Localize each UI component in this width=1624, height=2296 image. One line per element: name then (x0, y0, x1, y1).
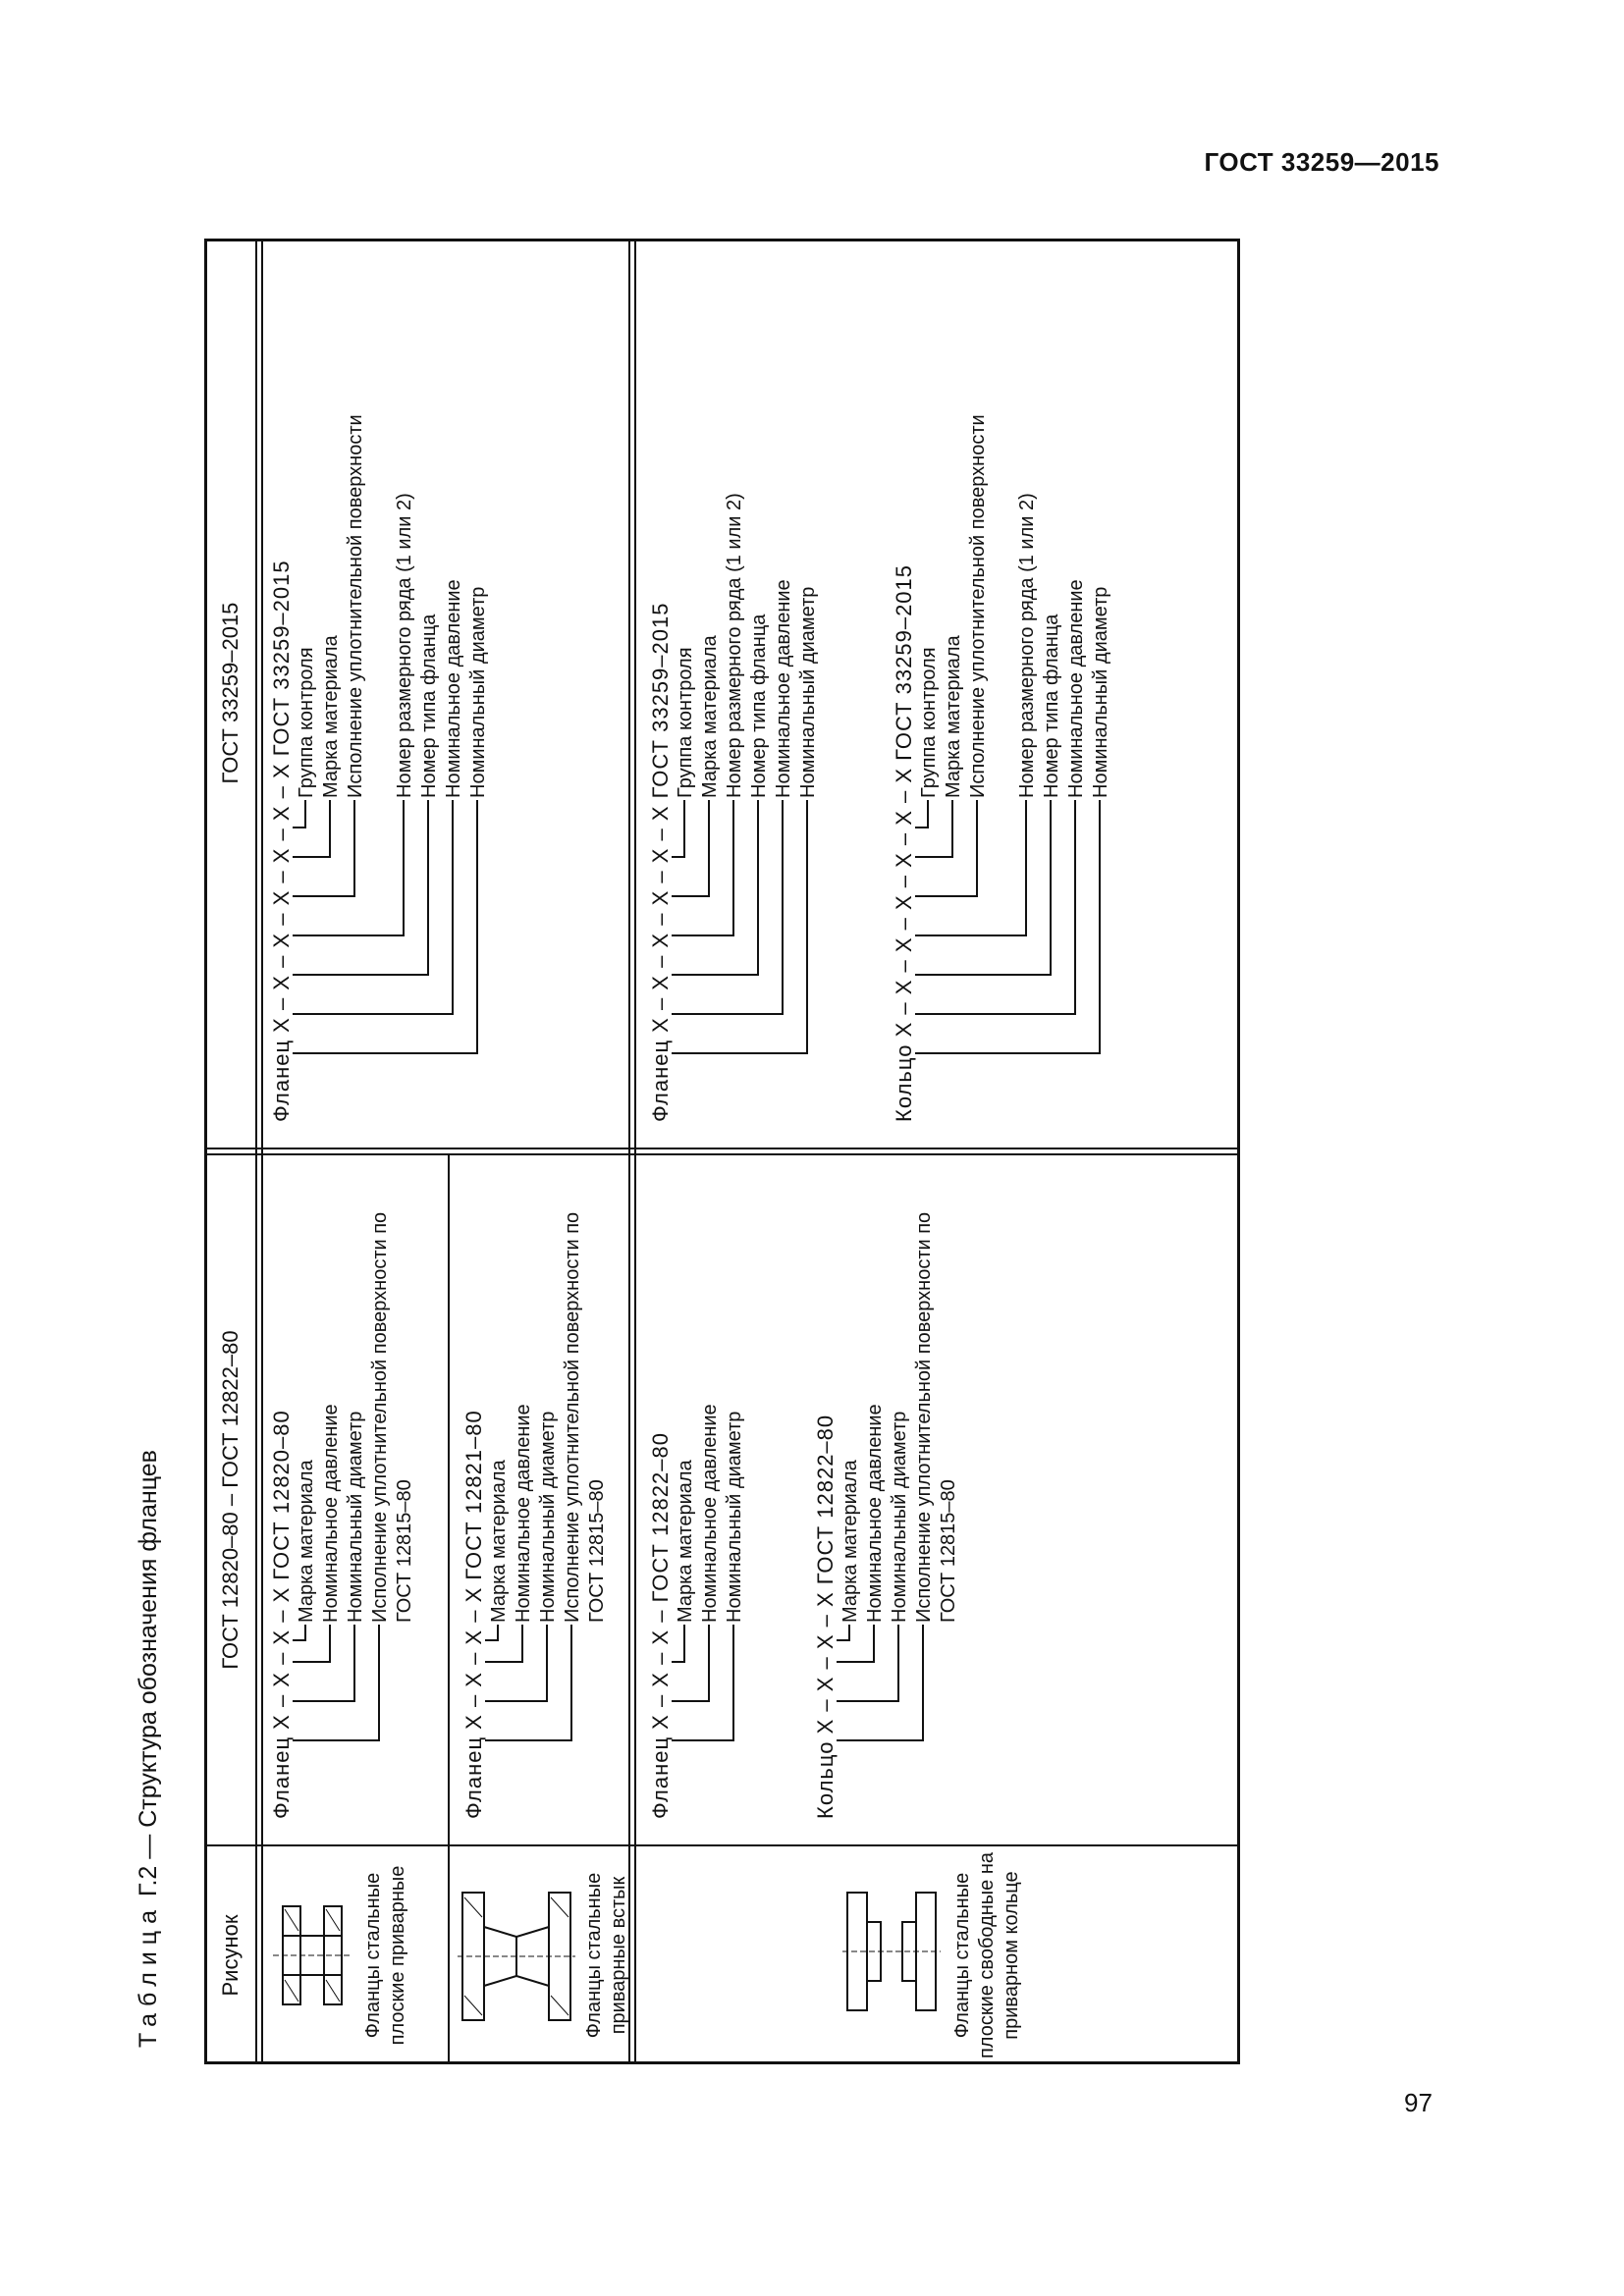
new-item: Группа контроля (918, 647, 940, 798)
figure-label-loose-ring: Фланцы стальные плоские свободные на приварном кольце (951, 1851, 1022, 2059)
caption-text: Г.2 — Структура обозначения фланцев (135, 1450, 162, 1897)
new-item: Номинальное давление (1065, 579, 1087, 798)
new-item: Группа контроля (296, 647, 317, 798)
new-item: Исполнение уплотнительной поверхности (345, 414, 366, 798)
header-old-standards: ГОСТ 12820–80 – ГОСТ 12822–80 (218, 1330, 243, 1670)
old-item: Номинальное давление (320, 1404, 342, 1623)
old-item: Номинальный диаметр (537, 1411, 559, 1623)
new-item: Марка материала (320, 635, 342, 798)
old-code-12822-flange: Фланец Х – Х – Х – ГОСТ 12822–80 (648, 1432, 673, 1819)
new-item: Номинальный диаметр (797, 586, 819, 798)
old-item: Номинальное давление (699, 1404, 721, 1623)
page-number: 97 (1404, 2088, 1433, 2117)
new-code-flange-1: Фланец Х – Х – Х – Х – Х – Х – Х ГОСТ 33259–2015 (269, 560, 294, 1122)
header-figure: Рисунок (218, 1914, 243, 1997)
new-item: Исполнение уплотнительной поверхности (967, 414, 989, 798)
new-item: Номер типа фланца (1041, 614, 1062, 798)
old-item: Номинальный диаметр (889, 1411, 910, 1623)
document-standard-header: ГОСТ 33259—2015 (1204, 147, 1439, 177)
new-item: Номинальный диаметр (1090, 586, 1111, 798)
caption-prefix: Таблица (135, 1902, 162, 2048)
new-item: Номинальное давление (443, 579, 464, 798)
header-new-standard: ГОСТ 33259–2015 (218, 602, 243, 784)
new-code-ring: Кольцо Х – Х – Х – Х – Х – Х – Х ГОСТ 33259–2015 (892, 563, 916, 1122)
old-code-12822-ring: Кольцо Х – Х – Х – Х ГОСТ 12822–80 (813, 1414, 838, 1819)
table-caption (135, 1450, 163, 2048)
old-item: Исполнение уплотнительной поверхности по ГОСТ 12815–80 (369, 1211, 415, 1623)
old-item: Марка материала (296, 1460, 317, 1623)
new-code-flange-2: Фланец Х – Х – Х – Х – Х – Х ГОСТ 33259–2015 (648, 602, 673, 1122)
old-item: Марка материала (488, 1460, 510, 1623)
new-item: Группа контроля (675, 647, 696, 798)
new-item: Марка материала (699, 635, 721, 798)
designation-table (204, 239, 1240, 2064)
old-code-12820: Фланец Х – Х – Х – Х ГОСТ 12820–80 (269, 1410, 294, 1819)
new-item: Номер размерного ряда (1 или 2) (724, 493, 745, 798)
old-item: Исполнение уплотнительной поверхности по ГОСТ 12815–80 (913, 1211, 959, 1623)
old-item: Марка материала (675, 1460, 696, 1623)
new-item: Номер размерного ряда (1 или 2) (394, 493, 415, 798)
old-item: Номинальный диаметр (345, 1411, 366, 1623)
new-item: Марка материала (943, 635, 964, 798)
new-item: Номер типа фланца (418, 614, 440, 798)
leader-lines-icon (204, 239, 1240, 2064)
old-item: Марка материала (839, 1460, 861, 1623)
figure-label-flat: Фланцы стальные плоские приварные (362, 1865, 408, 2046)
old-item: Номинальное давление (513, 1404, 534, 1623)
old-item: Номинальное давление (864, 1404, 886, 1623)
old-code-12821: Фланец Х – Х – Х – Х ГОСТ 12821–80 (461, 1410, 486, 1819)
new-item: Номер типа фланца (748, 614, 770, 798)
new-item: Номер размерного ряда (1 или 2) (1016, 493, 1038, 798)
new-item: Номинальное давление (773, 579, 794, 798)
figure-label-weld-neck: Фланцы стальные приварные встык (583, 1872, 629, 2039)
new-item: Номинальный диаметр (467, 586, 489, 798)
old-item: Исполнение уплотнительной поверхности по ГОСТ 12815–80 (562, 1211, 608, 1623)
old-item: Номинальный диаметр (724, 1411, 745, 1623)
